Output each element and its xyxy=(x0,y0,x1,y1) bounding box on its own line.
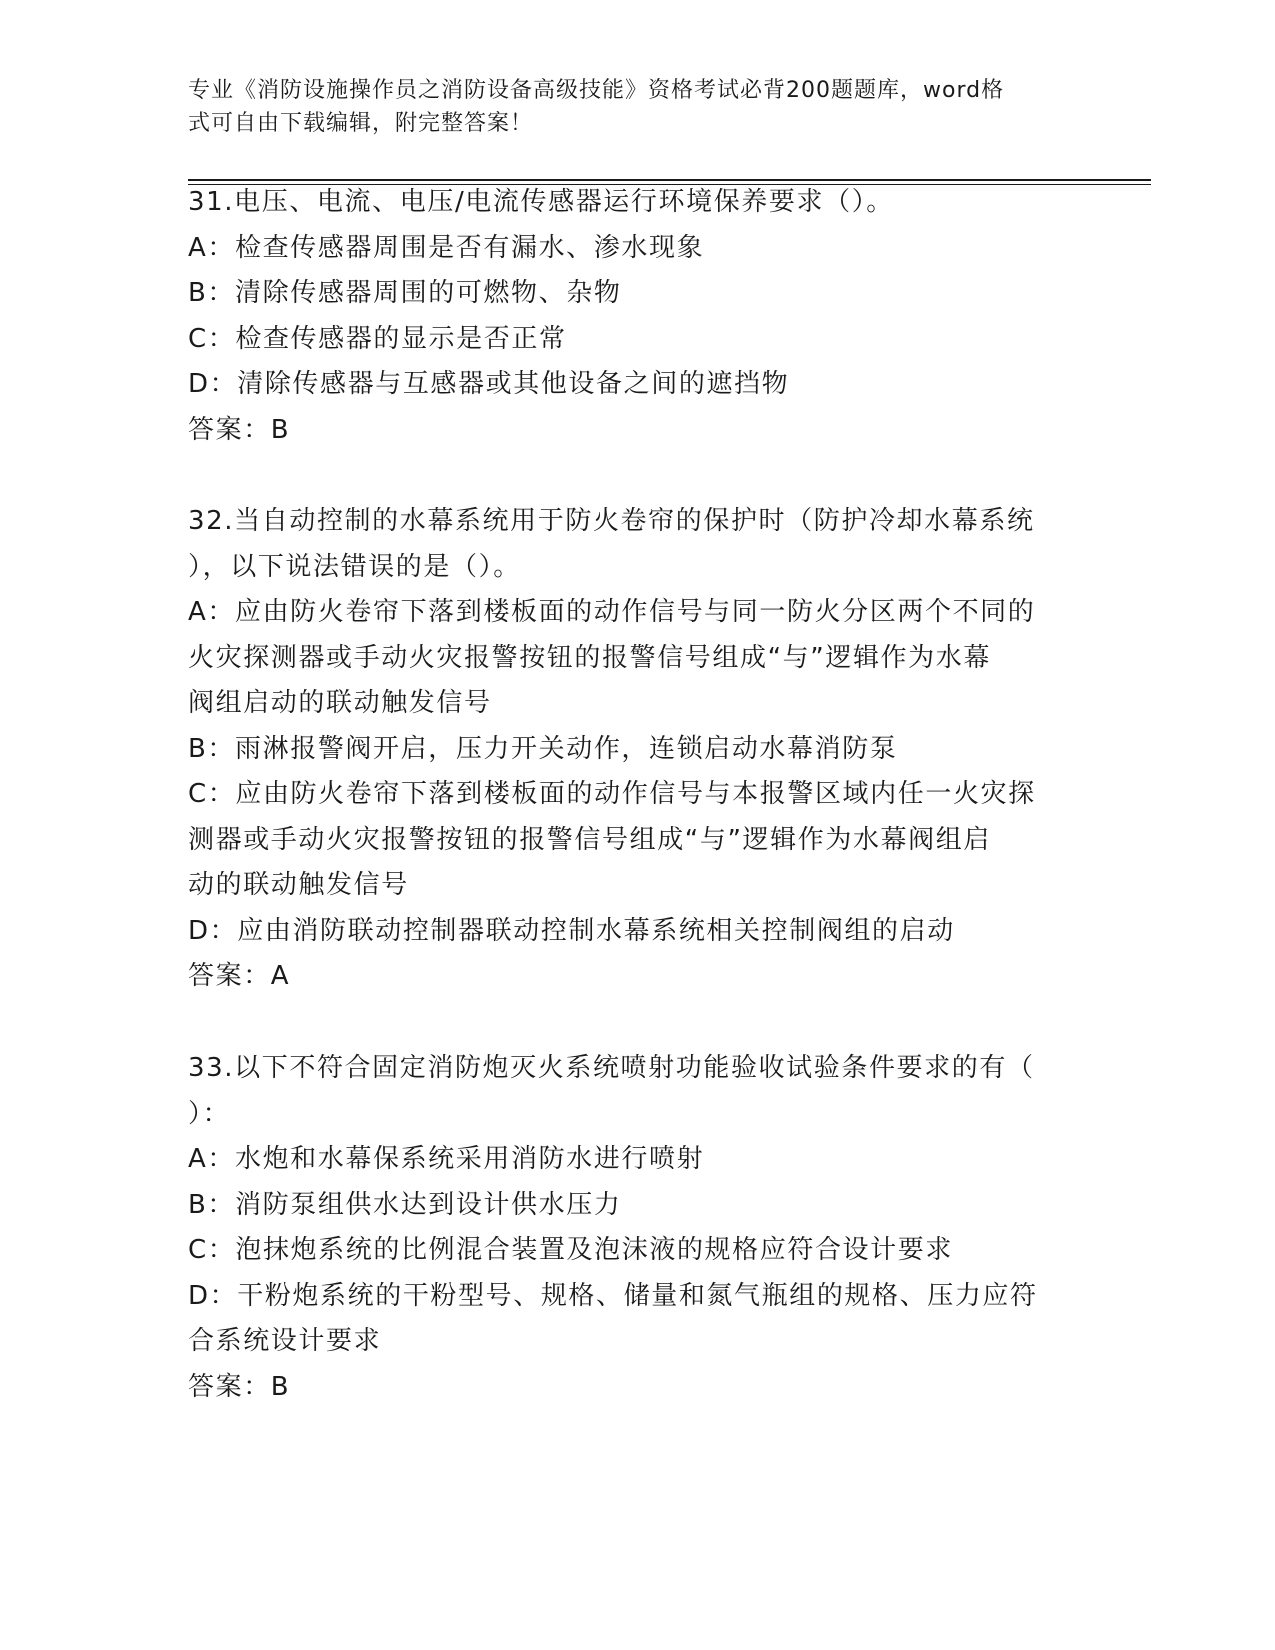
option-c: C：检查传感器的显示是否正常 xyxy=(188,323,567,354)
option-c-continued: 动的联动触发信号 xyxy=(188,870,409,900)
option-b: B：消防泵组供水达到设计供水压力 xyxy=(188,1189,622,1220)
answer-label: 答案：B xyxy=(188,1371,291,1402)
option-c: C：应由防火卷帘下落到楼板面的动作信号与本报警区域内任一火灾探 xyxy=(188,779,1036,809)
option-a: A：水炮和水幕保系统采用消防水进行喷射 xyxy=(188,1144,705,1174)
option-c-continued: 测器或手动火灾报警按钮的报警信号组成“与”逻辑作为水幕阀组启 xyxy=(188,824,991,855)
question-stem-line: ），以下说法错误的是（）。 xyxy=(188,551,521,582)
option-d: D：干粉炮系统的干粉型号、规格、储量和氮气瓶组的规格、压力应符 xyxy=(188,1280,1038,1311)
answer-label: 答案：A xyxy=(188,961,291,991)
answer-label: 答案：B xyxy=(188,414,291,445)
option-a-continued: 火灾探测器或手动火灾报警按钮的报警信号组成“与”逻辑作为水幕 xyxy=(188,642,991,673)
option-b: B：清除传感器周围的可燃物、杂物 xyxy=(188,278,622,308)
option-d: D：应由消防联动控制器联动控制水幕系统相关控制阀组的启动 xyxy=(188,915,955,946)
option-a: A：检查传感器周围是否有漏水、渗水现象 xyxy=(188,232,705,263)
question-32 xyxy=(188,499,1078,1000)
page-header xyxy=(188,74,1068,140)
header-line-1: 专业《消防设施操作员之消防设备高级技能》资格考试必背200题题库，word格 xyxy=(188,78,1005,103)
question-33 xyxy=(188,1046,1078,1410)
question-31 xyxy=(188,180,1078,453)
option-d-continued: 合系统设计要求 xyxy=(188,1326,382,1356)
option-c: C：泡抹炮系统的比例混合装置及泡沫液的规格应符合设计要求 xyxy=(188,1235,953,1265)
question-stem-line: 32.当自动控制的水幕系统用于防火卷帘的保护时（防护冷却水幕系统 xyxy=(188,506,1035,536)
option-d: D：清除传感器与互感器或其他设备之间的遮挡物 xyxy=(188,369,790,399)
question-stem-line: ）： xyxy=(188,1098,231,1129)
option-a: A：应由防火卷帘下落到楼板面的动作信号与同一防火分区两个不同的 xyxy=(188,597,1036,627)
question-stem-line: 33.以下不符合固定消防炮灭火系统喷射功能验收试验条件要求的有（ xyxy=(188,1053,1035,1083)
header-line-2: 式可自由下载编辑，附完整答案！ xyxy=(188,111,534,136)
question-stem-line: 31.电压、电流、电压/电流传感器运行环境保养要求（）。 xyxy=(188,187,894,217)
option-b: B：雨淋报警阀开启，压力开关动作，连锁启动水幕消防泵 xyxy=(188,733,898,764)
option-a-continued: 阀组启动的联动触发信号 xyxy=(188,688,492,718)
